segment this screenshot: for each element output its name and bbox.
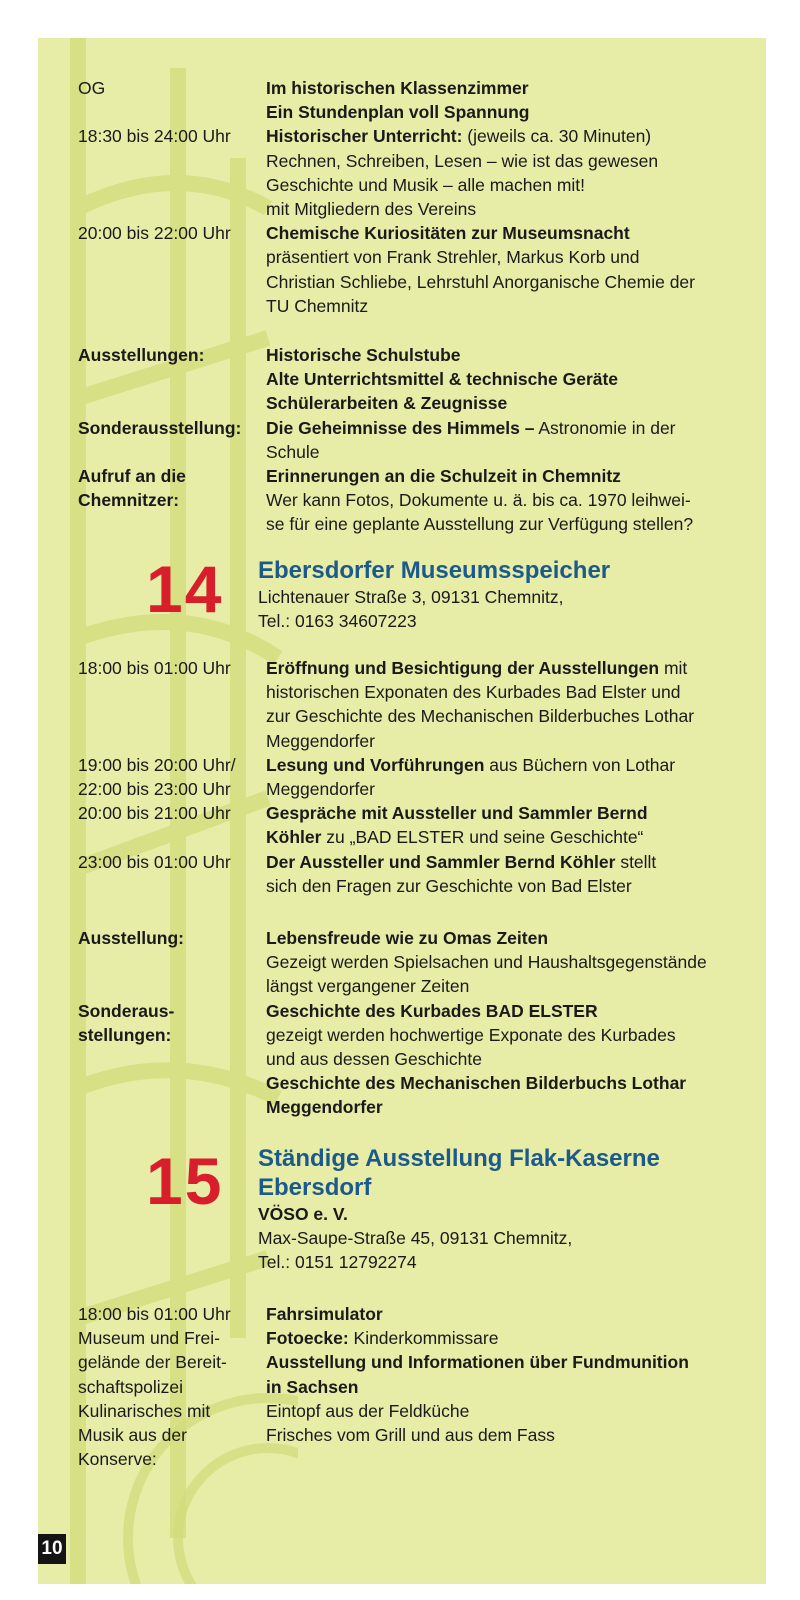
row-line bbox=[266, 825, 746, 849]
row-line bbox=[266, 488, 746, 512]
row-line-bold: Die Geheimnisse des Himmels – bbox=[266, 417, 535, 438]
venue-phone: Tel.: 0151 12792274 bbox=[258, 1252, 417, 1273]
row-line bbox=[266, 416, 746, 440]
program-row bbox=[38, 76, 766, 124]
row-line-text: zur Geschichte des Mechanischen Bilderbuches Lothar bbox=[266, 706, 695, 727]
row-line-bold: Gespräche mit Aussteller und Sammler Bernd bbox=[266, 803, 648, 824]
row-line bbox=[266, 850, 746, 874]
row-line bbox=[266, 874, 746, 898]
program-row bbox=[38, 343, 766, 416]
row-line-text: Geschichte und Musik – alle machen mit! bbox=[266, 174, 586, 195]
row-line-bold: Ein Stundenplan voll Spannung bbox=[266, 102, 530, 123]
program-row bbox=[38, 926, 766, 999]
row-line-text: Wer kann Fotos, Dokumente u. ä. bis ca. 1970 leihwei- bbox=[266, 490, 691, 511]
row-line-text: Christian Schliebe, Lehrstuhl Anorganische Chemie der bbox=[266, 271, 695, 292]
program-row bbox=[38, 1302, 766, 1470]
page-number: 10 bbox=[38, 1534, 66, 1564]
row-label: 20:00 bis 22:00 Uhr bbox=[78, 223, 231, 244]
row-line-text: Frisches vom Grill und aus dem Fass bbox=[266, 1425, 555, 1446]
row-line-bold: Ausstellung und Informationen über Fundmunition bbox=[266, 1352, 689, 1373]
row-line bbox=[266, 680, 746, 704]
row-line-text: sich den Fragen zur Geschichte von Bad Elster bbox=[266, 875, 632, 896]
venue-title: Ebersdorfer Museumsspeicher bbox=[258, 557, 611, 584]
row-line-text: mit bbox=[659, 658, 688, 678]
venue-number-15: 15 bbox=[146, 1144, 224, 1218]
row-line bbox=[266, 753, 746, 777]
row-line-text: mit Mitgliedern des Vereins bbox=[266, 199, 477, 219]
row-line-bold: Meggendorfer bbox=[266, 1097, 383, 1118]
row-line-bold: Schülerarbeiten & Zeugnisse bbox=[266, 393, 508, 414]
venue-15-header bbox=[38, 1144, 766, 1275]
venue-title-line1: Ständige Ausstellung Flak-Kaserne bbox=[258, 1145, 660, 1172]
row-line bbox=[266, 391, 746, 415]
row-line bbox=[266, 1399, 746, 1423]
row-line bbox=[266, 100, 746, 124]
row-label: 20:00 bis 21:00 Uhr bbox=[78, 803, 231, 824]
row-line-bold: Alte Unterrichtsmittel & technische Geräte bbox=[266, 369, 619, 390]
row-line-bold: in Sachsen bbox=[266, 1376, 359, 1397]
row-line-bold: Erinnerungen an die Schulzeit in Chemnitz bbox=[266, 466, 621, 486]
row-line-bold: Chemische Kuriositäten zur Museumsnacht bbox=[266, 223, 630, 244]
program-row bbox=[38, 801, 766, 849]
row-label: Ausstellungen: bbox=[78, 345, 205, 365]
row-line bbox=[266, 1047, 746, 1071]
row-line-bold: Geschichte des Kurbades BAD ELSTER bbox=[266, 1000, 598, 1021]
row-line bbox=[266, 221, 746, 245]
venue-number-14: 14 bbox=[146, 552, 224, 626]
row-line-bold: Der Aussteller und Sammler Bernd Köhler bbox=[266, 851, 616, 872]
row-label: 18:00 bis 01:00 Uhr bbox=[78, 658, 231, 678]
program-row bbox=[38, 850, 766, 898]
row-line bbox=[266, 1023, 746, 1047]
row-line bbox=[266, 801, 746, 825]
program-row bbox=[38, 464, 766, 537]
row-line-text: präsentiert von Frank Strehler, Markus Korb und bbox=[266, 247, 640, 268]
row-line-text: Schule bbox=[266, 441, 320, 462]
row-label: Ausstellung: bbox=[78, 928, 184, 948]
program-row bbox=[38, 221, 766, 318]
row-line bbox=[266, 950, 746, 974]
row-line-bold: Lesung und Vorführungen bbox=[266, 754, 485, 775]
row-line-text: Meggendorfer bbox=[266, 730, 375, 751]
row-line bbox=[266, 1350, 746, 1374]
row-line bbox=[266, 343, 746, 367]
row-line bbox=[266, 974, 746, 998]
row-line bbox=[266, 76, 746, 100]
row-line-bold: Im historischen Klassenzimmer bbox=[266, 78, 529, 98]
row-line bbox=[266, 149, 746, 173]
venue-address: Lichtenauer Straße 3, 09131 Chemnitz, bbox=[258, 587, 564, 607]
row-line bbox=[266, 124, 746, 148]
row-line-text: se für eine geplante Ausstellung zur Verfügung stellen? bbox=[266, 514, 694, 535]
row-line-bold: Geschichte des Mechanischen Bilderbuchs Lothar bbox=[266, 1073, 687, 1094]
row-line bbox=[266, 926, 746, 950]
row-line-bold: Fotoecke: bbox=[266, 1328, 349, 1349]
row-label: OG bbox=[78, 78, 106, 98]
row-line-text: TU Chemnitz bbox=[266, 295, 369, 316]
row-label: 19:00 bis 20:00 Uhr/ 22:00 bis 23:00 Uhr bbox=[78, 754, 236, 799]
row-label: Sonderaus- stellungen: bbox=[78, 1000, 175, 1045]
row-line bbox=[266, 464, 746, 488]
venue-organization: VÖSO e. V. bbox=[258, 1204, 348, 1224]
row-line bbox=[266, 656, 746, 680]
row-line bbox=[266, 512, 746, 536]
row-label: Sonderausstellung: bbox=[78, 417, 242, 438]
row-line bbox=[266, 173, 746, 197]
row-line-bold: Historische Schulstube bbox=[266, 345, 461, 365]
row-line-bold: Lebensfreude wie zu Omas Zeiten bbox=[266, 928, 549, 948]
row-line-bold: Fahrsimulator bbox=[266, 1304, 383, 1324]
program-row bbox=[38, 656, 766, 753]
row-line-text: (jeweils ca. 30 Minuten) bbox=[462, 126, 652, 147]
row-label: 18:30 bis 24:00 Uhr bbox=[78, 126, 231, 147]
row-line-text: Kinderkommissare bbox=[348, 1328, 499, 1349]
row-line bbox=[266, 197, 746, 221]
row-line bbox=[266, 440, 746, 464]
row-line bbox=[266, 999, 746, 1023]
venue-phone: Tel.: 0163 34607223 bbox=[258, 611, 417, 632]
row-line-text: Rechnen, Schreiben, Lesen – wie ist das gewesen bbox=[266, 150, 659, 171]
program-row bbox=[38, 753, 766, 801]
row-line-text: Gezeigt werden Spielsachen und Haushaltsgegenstände bbox=[266, 952, 707, 973]
row-line-text: aus Büchern von Lothar bbox=[484, 754, 676, 775]
row-line bbox=[266, 1071, 746, 1095]
row-line bbox=[266, 1095, 746, 1119]
row-line-text: gezeigt werden hochwertige Exponate des Kurbades bbox=[266, 1024, 676, 1045]
program-row bbox=[38, 416, 766, 464]
venue-14-header bbox=[38, 552, 766, 633]
program-row bbox=[38, 999, 766, 1120]
row-line-text: und aus dessen Geschichte bbox=[266, 1049, 482, 1069]
row-line bbox=[266, 1302, 746, 1326]
program-row bbox=[38, 124, 766, 221]
row-label: 23:00 bis 01:00 Uhr bbox=[78, 851, 231, 872]
row-line bbox=[266, 367, 746, 391]
row-line-text: Meggendorfer bbox=[266, 779, 375, 799]
row-line bbox=[266, 245, 746, 269]
row-line bbox=[266, 1423, 746, 1447]
row-line bbox=[266, 1326, 746, 1350]
venue-title-line2: Ebersdorf bbox=[258, 1174, 372, 1201]
row-line bbox=[266, 777, 746, 801]
row-line bbox=[266, 1375, 746, 1399]
row-line bbox=[266, 704, 746, 728]
row-line-text: stellt bbox=[615, 851, 657, 872]
row-line-bold: Köhler bbox=[266, 827, 322, 848]
row-line-bold: Eröffnung und Besichtigung der Ausstellungen bbox=[266, 658, 660, 678]
row-line bbox=[266, 729, 746, 753]
row-line-text: Eintopf aus der Feldküche bbox=[266, 1400, 470, 1421]
row-label: Aufruf an die Chemnitzer: bbox=[78, 466, 186, 511]
row-line-text: längst vergangener Zeiten bbox=[266, 976, 470, 997]
row-line-text: historischen Exponaten des Kurbades Bad Elster und bbox=[266, 682, 681, 703]
row-line bbox=[266, 270, 746, 294]
row-label: 18:00 bis 01:00 Uhr Museum und Frei- gelände der Bereit- schaftspolizei Kulinarisches mit Musik aus der Konserve: bbox=[78, 1304, 231, 1470]
venue-address: Max-Saupe-Straße 45, 09131 Chemnitz, bbox=[258, 1228, 573, 1249]
row-line-text: zu „BAD ELSTER und seine Geschichte“ bbox=[321, 827, 644, 848]
row-line-bold: Historischer Unterricht: bbox=[266, 126, 463, 147]
row-line bbox=[266, 294, 746, 318]
row-line-text: Astronomie in der bbox=[534, 417, 676, 438]
